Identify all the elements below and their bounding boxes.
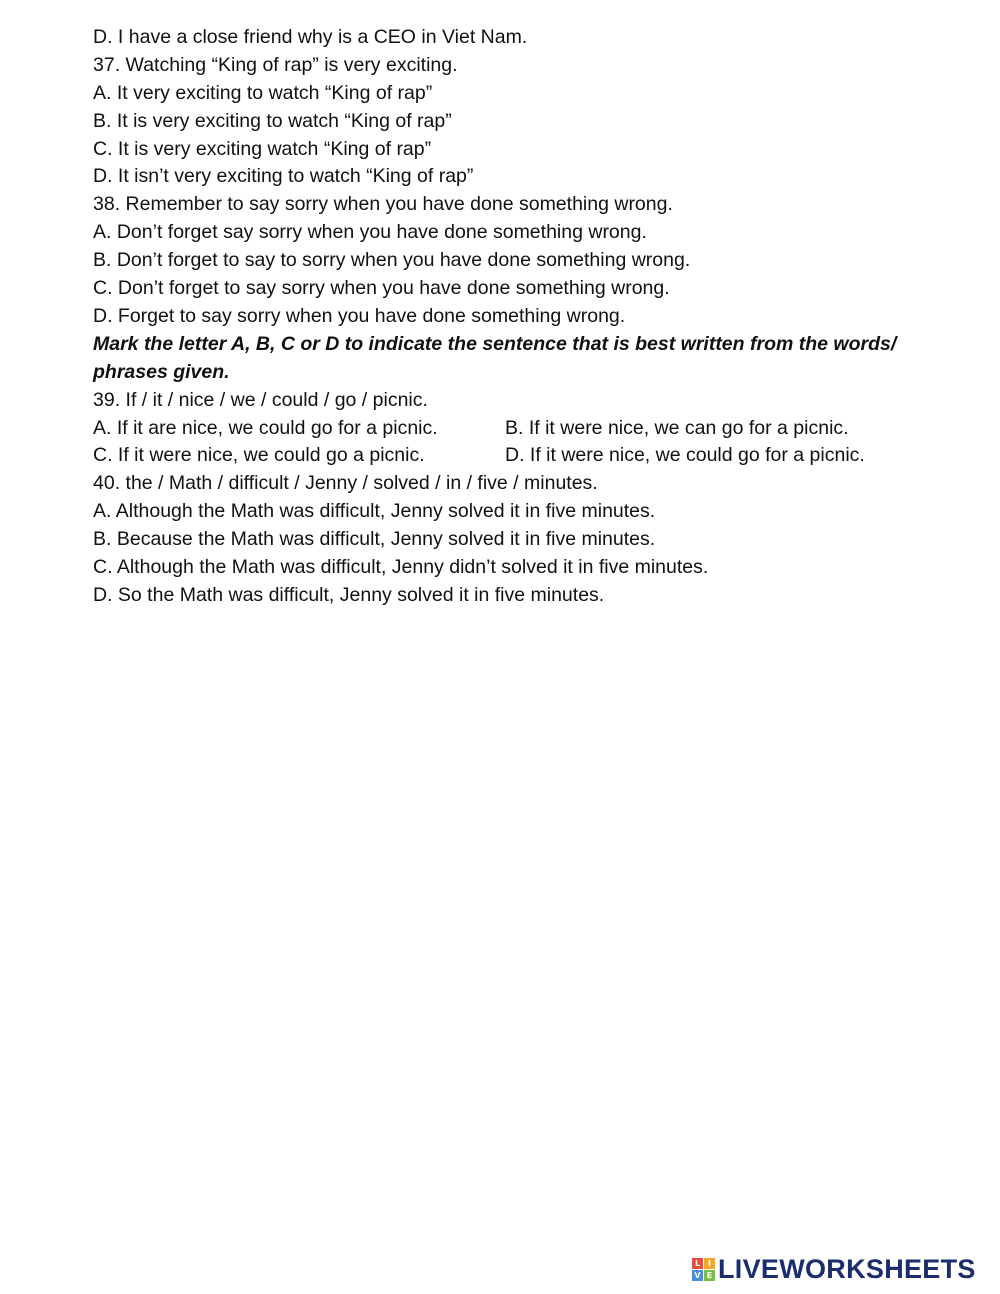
logo-mark-tile: E (704, 1270, 715, 1281)
worksheet-content (93, 24, 953, 610)
option-37-c: C. It is very exciting watch “King of rap” (93, 137, 432, 160)
option-38-c: C. Don’t forget to say sorry when you have done something wrong. (93, 277, 670, 300)
question-39: 39. If / it / nice / we / could / go / picnic. (93, 388, 428, 411)
option-37-a: A. It very exciting to watch “King of rap” (93, 81, 433, 104)
option-40-c: C. Although the Math was difficult, Jenny didn’t solved it in five minutes. (93, 555, 709, 578)
question-38: 38. Remember to say sorry when you have done something wrong. (93, 193, 673, 216)
option-40-b: B. Because the Math was difficult, Jenny solved it in five minutes. (93, 528, 656, 551)
option-39-b: B. If it were nice, we can go for a picnic. (505, 416, 849, 439)
option-row-39-ab (93, 415, 953, 443)
option-37-d: D. It isn’t very exciting to watch “King of rap” (93, 165, 474, 188)
option-39-d: D. If it were nice, we could go for a picnic. (505, 444, 865, 467)
option-row-39-cd (93, 442, 953, 470)
liveworksheets-logo (692, 1253, 976, 1285)
logo-mark-icon (692, 1258, 715, 1281)
option-39-c: C. If it were nice, we could go a picnic. (93, 444, 425, 467)
option-40-a: A. Although the Math was difficult, Jenny solved it in five minutes. (93, 500, 656, 523)
question-37: 37. Watching “King of rap” is very exciting. (93, 53, 458, 76)
text-line: D. I have a close friend why is a CEO in Viet Nam. (93, 26, 528, 48)
logo-mark-tile: V (692, 1270, 703, 1281)
logo-mark-tile: L (692, 1258, 703, 1269)
logo-mark-tile: I (704, 1258, 715, 1269)
option-38-b: B. Don’t forget to say to sorry when you have done something wrong. (93, 249, 691, 272)
question-40: 40. the / Math / difficult / Jenny / solved / in / five / minutes. (93, 472, 598, 495)
option-38-a: A. Don’t forget say sorry when you have done something wrong. (93, 221, 647, 244)
option-40-d: D. So the Math was difficult, Jenny solved it in five minutes. (93, 583, 605, 606)
option-39-a: A. If it are nice, we could go for a picnic. (93, 416, 438, 439)
section-instruction: Mark the letter A, B, C or D to indicate the sentence that is best written from the words/ phrases given. (93, 332, 897, 383)
logo-text: LIVEWORKSHEETS (718, 1253, 976, 1284)
option-37-b: B. It is very exciting to watch “King of rap” (93, 109, 452, 132)
option-38-d: D. Forget to say sorry when you have done something wrong. (93, 304, 626, 327)
